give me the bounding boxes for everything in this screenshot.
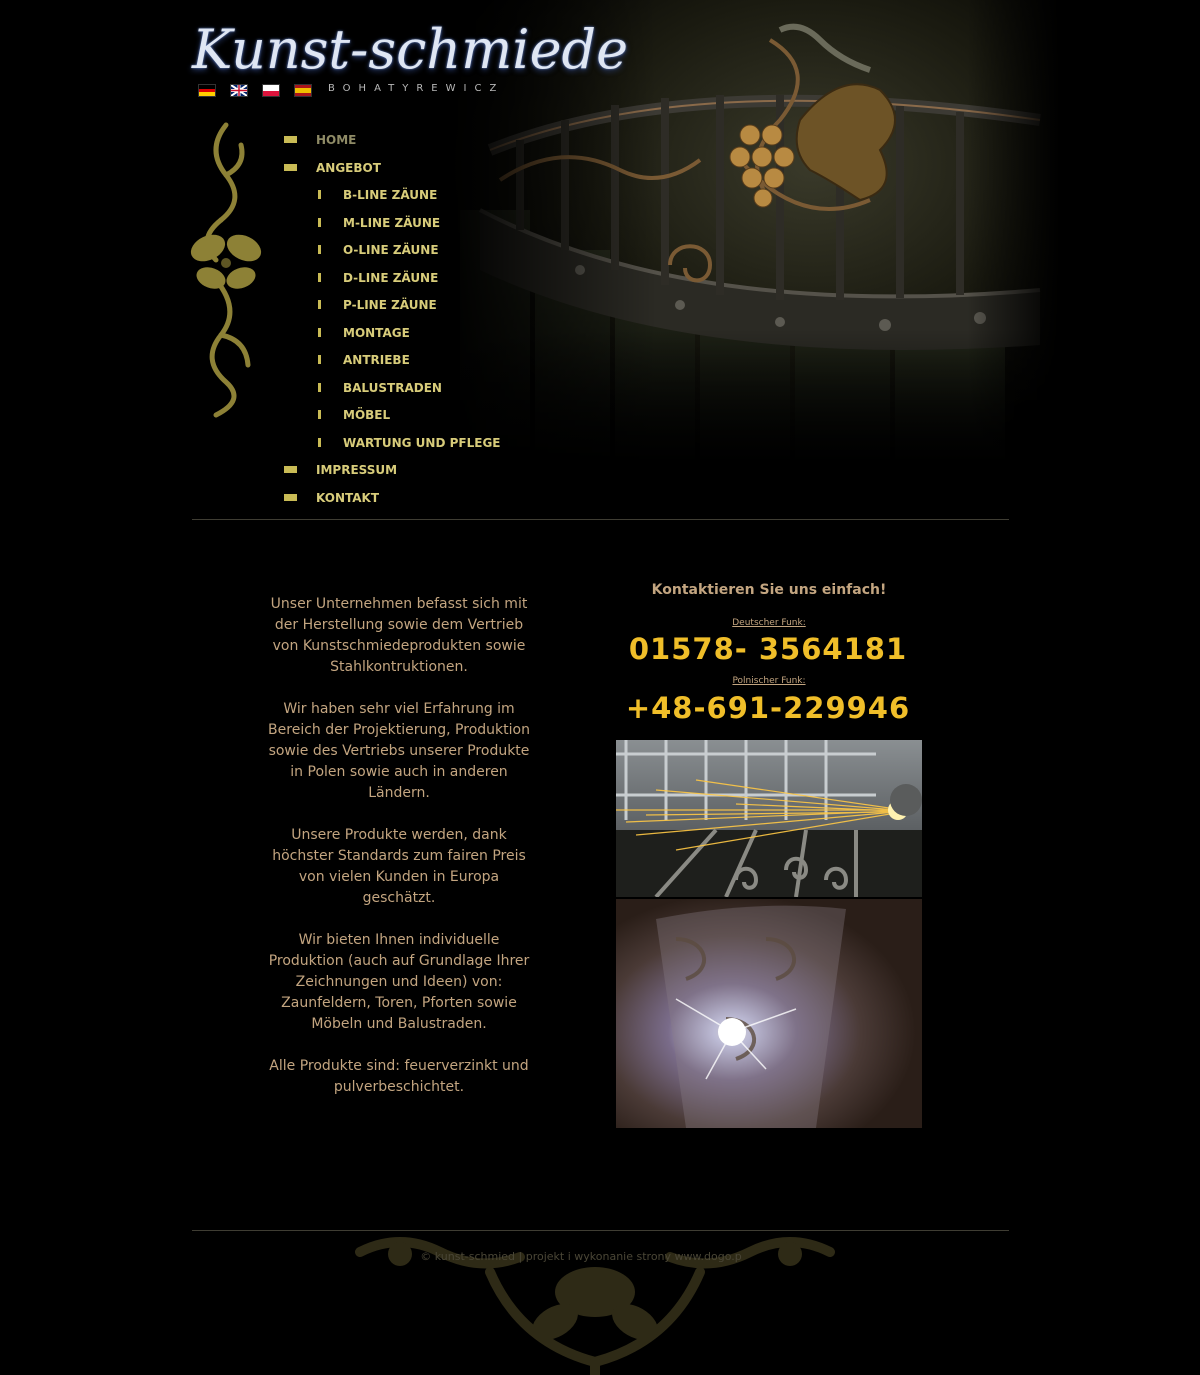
about-text xyxy=(262,594,536,1119)
polish-phone: +48-691-229946 xyxy=(625,691,911,725)
footer-divider xyxy=(192,1230,1009,1231)
menu-bullet xyxy=(284,164,297,171)
site-logo[interactable]: Kunst-schmiede xyxy=(192,18,629,81)
about-paragraph: Alle Produkte sind: feuerverzinkt und pulverbeschichtet. xyxy=(269,1058,529,1095)
menu-bullet xyxy=(318,190,321,199)
menu-bullet xyxy=(318,245,321,254)
about-paragraph: Unser Unternehmen befasst sich mit der Herstellung sowie dem Vertrieb von Kunstschmiedeprodukten sowie Stahlkontruktionen. xyxy=(270,596,528,675)
menu-bullet xyxy=(284,136,297,143)
menu-item-label: MONTAGE xyxy=(343,325,410,340)
contact-title: Kontaktieren Sie uns einfach! xyxy=(651,582,887,598)
site-subtitle: BOHATYREWICZ xyxy=(328,83,505,94)
menu-item-label: IMPRESSUM xyxy=(316,463,398,477)
menu-item-label: P-LINE ZÄUNE xyxy=(343,298,437,312)
menu-item-label: M-LINE ZÄUNE xyxy=(343,215,441,230)
about-paragraph: Wir haben sehr viel Erfahrung im Bereich der Projektierung, Produktion sowie des Vertriebs unserer Produkte in Polen sowie auch in anderen Ländern. xyxy=(268,701,530,801)
menu-bullet xyxy=(318,273,321,282)
menu-item-label: D-LINE ZÄUNE xyxy=(343,270,439,285)
about-paragraph: Wir bieten Ihnen individuelle Produktion (auch auf Grundlage Ihrer Zeichnungen und Ideen) von: Zaunfeldern, Toren, Pforten sowie Möbeln und Balustraden. xyxy=(268,932,530,1032)
menu-item-label: ANTRIEBE xyxy=(343,353,410,367)
menu-item-label: ANGEBOT xyxy=(316,160,381,175)
flag-german-icon[interactable] xyxy=(198,84,216,97)
flag-polish-icon[interactable] xyxy=(262,84,280,97)
flag-english-icon[interactable] xyxy=(230,84,248,97)
grinding-photo xyxy=(616,740,922,897)
menu-bullet xyxy=(318,383,321,392)
menu-bullet xyxy=(318,438,321,447)
menu-item-label: O-LINE ZÄUNE xyxy=(343,243,439,257)
menu-bullet xyxy=(318,355,321,364)
welding-photo xyxy=(616,899,922,1128)
menu-item-label: B-LINE ZÄUNE xyxy=(343,188,438,202)
menu-item-label: MÖBEL xyxy=(343,408,391,422)
header-divider xyxy=(192,519,1009,520)
menu-bullet xyxy=(318,328,321,337)
polish-phone-label: Polnischer Funk: xyxy=(732,676,806,686)
menu-item-label: HOME xyxy=(316,133,357,147)
menu-bullet xyxy=(318,218,321,227)
menu-item-label: WARTUNG UND PFLEGE xyxy=(343,435,501,450)
floral-ornament-icon xyxy=(186,120,266,420)
german-phone: 01578- 3564181 xyxy=(628,632,908,666)
menu-bullet xyxy=(318,410,321,419)
german-phone-label: Deutscher Funk: xyxy=(732,618,806,628)
footer-copyright: © kunst-schmied | projekt i wykonanie strony www.dogo.p xyxy=(420,1250,742,1263)
menu-bullet xyxy=(284,494,297,501)
language-flags xyxy=(198,84,312,97)
menu-item-label: BALUSTRADEN xyxy=(343,380,442,395)
menu-bullet xyxy=(284,466,297,473)
about-paragraph: Unsere Produkte werden, dank höchster Standards zum fairen Preis von vielen Kunden in Europa geschätzt. xyxy=(272,827,526,906)
flag-spanish-icon[interactable] xyxy=(294,84,312,97)
menu-bullet xyxy=(318,300,321,309)
menu-item-label: KONTAKT xyxy=(316,490,380,505)
